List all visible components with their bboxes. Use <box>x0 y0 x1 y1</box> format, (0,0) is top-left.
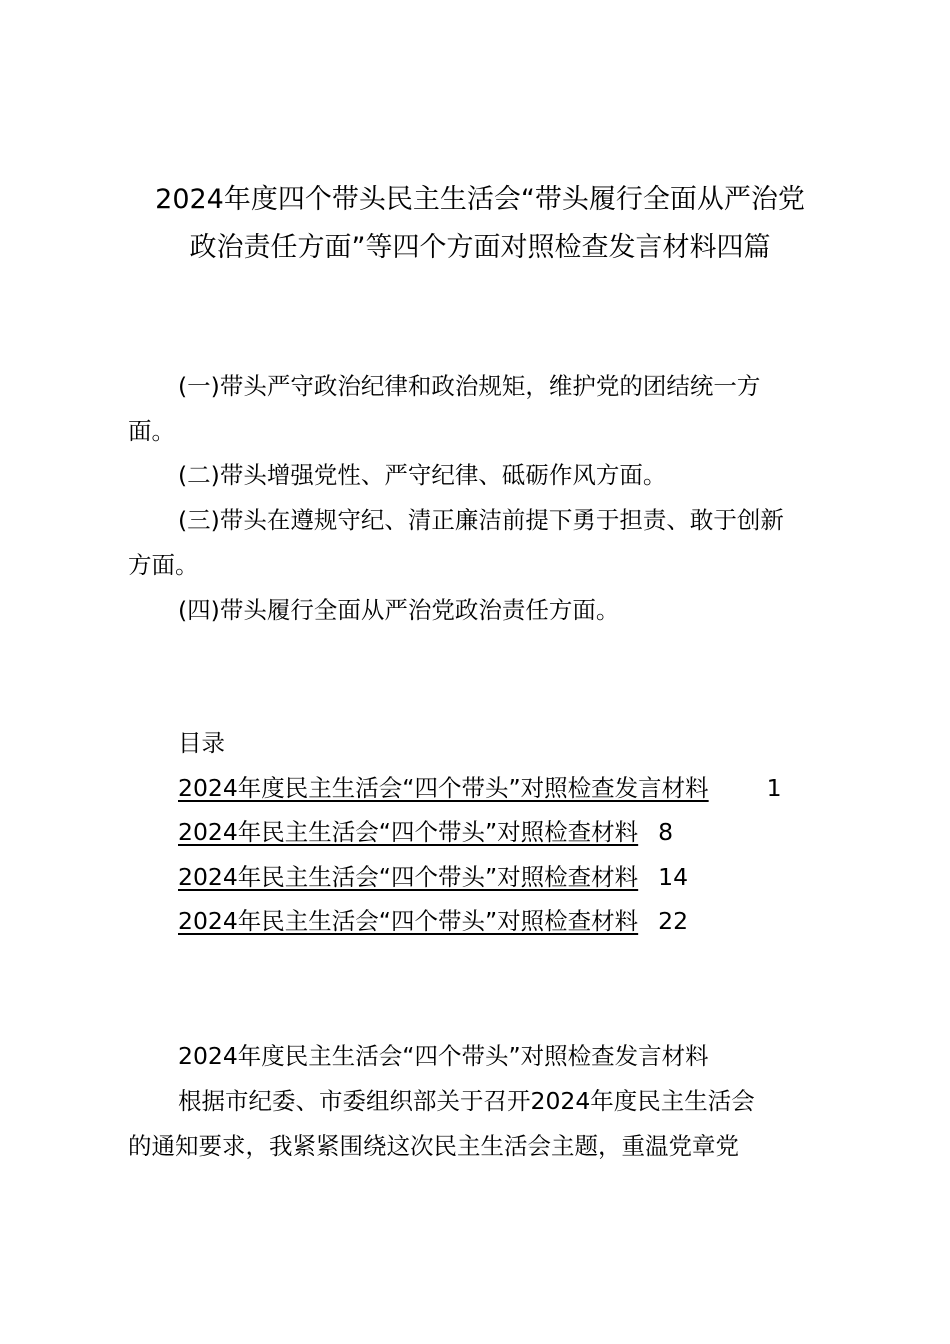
aspect-3-line-1: (三)带头在遵规守纪、清正廉洁前提下勇于担责、敢于创新 <box>178 506 784 534</box>
toc-entry-1-page: 1 <box>766 774 782 802</box>
toc-entry-1-text: 2024年度民主生活会“四个带头”对照检查发言材料 <box>178 774 709 802</box>
document-title-line-1: 2024年度四个带头民主生活会“带头履行全面从严治党 <box>155 184 805 215</box>
aspect-1-line-2: 面。 <box>128 417 175 445</box>
document-title-line-2: 政治责任方面”等四个方面对照检查发言材料四篇 <box>189 232 771 263</box>
toc-entry-4[interactable] <box>178 899 688 944</box>
aspect-3-line-2: 方面。 <box>128 551 199 579</box>
aspect-4: (四)带头履行全面从严治党政治责任方面。 <box>178 596 620 624</box>
aspect-2: (二)带头增强党性、严守纪律、砥砺作风方面。 <box>178 461 667 489</box>
toc-entry-2-text: 2024年民主生活会“四个带头”对照检查材料 <box>178 818 639 846</box>
toc-heading: 目录 <box>178 729 225 757</box>
toc-entry-3-text: 2024年民主生活会“四个带头”对照检查材料 <box>178 863 639 891</box>
toc-entry-4-text: 2024年民主生活会“四个带头”对照检查材料 <box>178 907 639 935</box>
toc-entry-3-page: 14 <box>658 863 689 891</box>
section-title: 2024年度民主生活会“四个带头”对照检查发言材料 <box>178 1042 709 1070</box>
toc-entry-3[interactable] <box>178 855 688 900</box>
aspect-1-line-1: (一)带头严守政治纪律和政治规矩，维护党的团结统一方 <box>178 372 761 400</box>
toc-entry-2[interactable] <box>178 810 673 855</box>
body-paragraph-line-2: 的通知要求，我紧紧围绕这次民主生活会主题，重温党章党 <box>128 1132 739 1160</box>
body-paragraph-line-1: 根据市纪委、市委组织部关于召开2024年度民主生活会 <box>178 1087 755 1115</box>
toc-entry-2-page: 8 <box>658 818 674 846</box>
toc-entry-1[interactable] <box>178 766 782 811</box>
toc-entry-4-page: 22 <box>658 907 689 935</box>
